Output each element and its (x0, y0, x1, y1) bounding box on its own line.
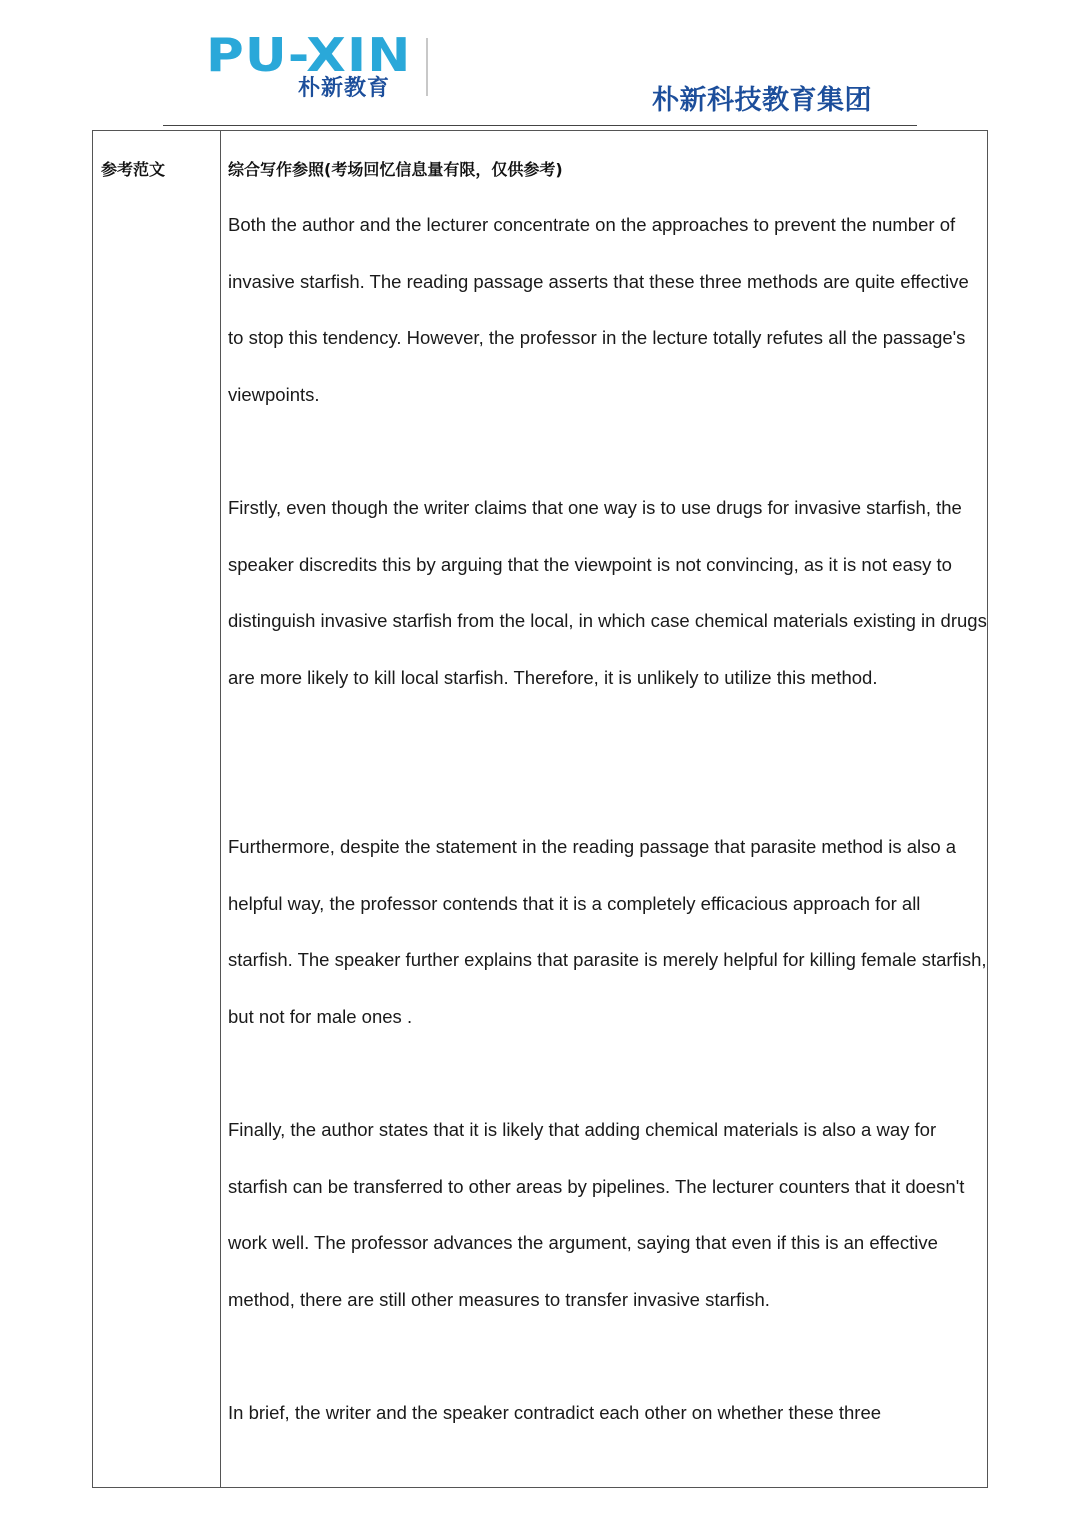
logo-divider (426, 38, 428, 96)
header-rule (163, 125, 917, 126)
essay-table (92, 130, 988, 1488)
paragraph-second: Furthermore, despite the statement in the reading passage that parasite method is also a helpful way, the professor contends that it is a completely efficacious approach for all starfish. The speaker further explains that parasite is merely helpful for killing female starfish, but not for male ones . (228, 836, 987, 1027)
label-column (93, 131, 221, 1487)
puxin-logo (206, 28, 416, 102)
row-label: 参考范文 (101, 160, 166, 179)
logo-chinese-text: 朴新教育 (298, 76, 391, 101)
paragraph-conclusion: In brief, the writer and the speaker contradict each other on whether these three (228, 1402, 882, 1423)
paragraph-first: Firstly, even though the writer claims that one way is to use drugs for invasive starfish, the speaker discredits this by arguing that the viewpoint is not convincing, as it is not easy to distinguish invasive starfish from the local, in which case chemical materials existing in drugs are more likely to kill local starfish. Therefore, it is unlikely to utilize this method. (228, 497, 987, 688)
group-name: 朴新科技教育集团 (652, 85, 872, 116)
paragraph-intro: Both the author and the lecturer concentrate on the approaches to prevent the number of invasive starfish. The reading passage asserts that these three methods are quite effective to stop this tendency. However, the professor in the lecture totally refutes all the passage's viewpoints. (228, 214, 969, 405)
logo-latin-text: PU-XIN (206, 28, 412, 82)
page-header (0, 0, 1080, 130)
paragraph-third: Finally, the author states that it is likely that adding chemical materials is also a way for starfish can be transferred to other areas by pipelines. The lecturer counters that it doesn't work well. The professor advances the argument, saying that even if this is an effective method, there are still other measures to transfer invasive starfish. (228, 1119, 965, 1310)
essay-heading: 综合写作参照(考场回忆信息量有限，仅供参考) (228, 160, 563, 179)
